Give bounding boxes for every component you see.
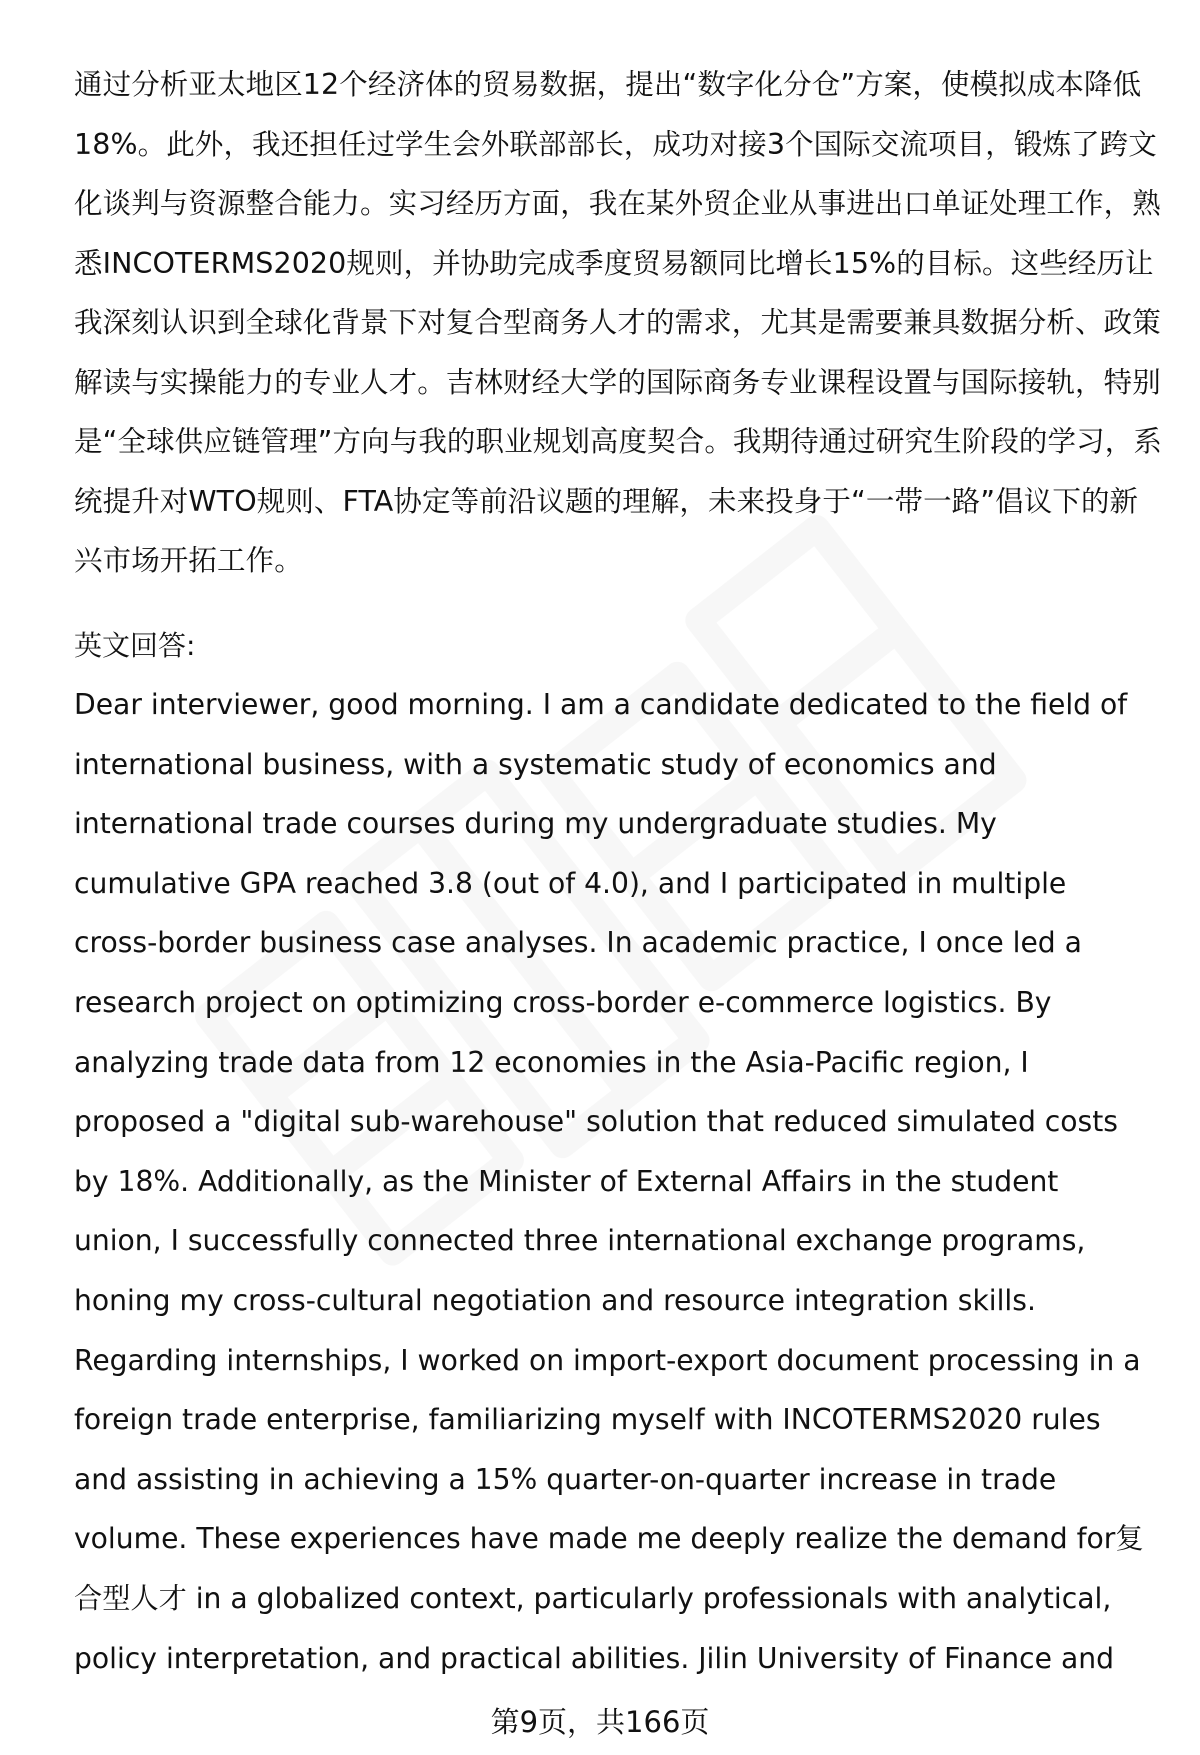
chinese-answer-paragraph: 通过分析亚太地区12个经济体的贸易数据，提出“数字化分仓”方案，使模拟成本降低18%。此外，我还担任过学生会外联部部长，成功对接3个国际交流项目，锻炼了跨文化谈判与资源整合能力。实习经历方面，我在某外贸企业从事进出口单证处理工作，熟悉INCOTERMS2020规则，并协助完成季度贸易额同比增长15%的目标。这些经历让我深刻认识到全球化背景下对复合型商务人才的需求，尤其是需要兼具数据分析、政策解读与实操能力的专业人才。吉林财经大学的国际商务专业课程设置与国际接轨，特别是“全球供应链管理”方向与我的职业规划高度契合。我期待通过研究生阶段的学习，系统提升对WTO规则、FTA协定等前沿议题的理解，未来投身于“一带一路”倡议下的新兴市场开拓工作。 xyxy=(74,68,1162,577)
page-number-footer: 第9页，共166页 xyxy=(490,1705,710,1739)
english-answer-paragraph: Dear interviewer, good morning. I am a candidate dedicated to the field of international business, with a systematic study of economics and international trade courses during my undergraduate studies. My cumulative GPA reached 3.8 (out of 4.0), and I participated in multiple cross-border business case analyses. In academic practice, I once led a research project on optimizing cross-border e-commerce logistics. By analyzing trade data from 12 economies in the Asia-Pacific region, I proposed a "digital sub-warehouse" solution that reduced simulated costs by 18%. Additionally, as the Minister of External Affairs in the student union, I successfully connected three international exchange programs, honing my cross-cultural negotiation and resource integration skills. Regarding internships, I worked on import-export document processing in a foreign trade enterprise, familiarizing myself with INCOTERMS2020 rules and assisting in achieving a 15% quarter-on-quarter increase in trade volume. These experiences have made me deeply realize the demand for复 合型人才 in a globalized context, particularly professionals with analytical, policy interpretation, and practical abilities. Jilin University of Finance and xyxy=(74,688,1144,1675)
english-answer-heading: 英文回答: xyxy=(74,629,196,662)
